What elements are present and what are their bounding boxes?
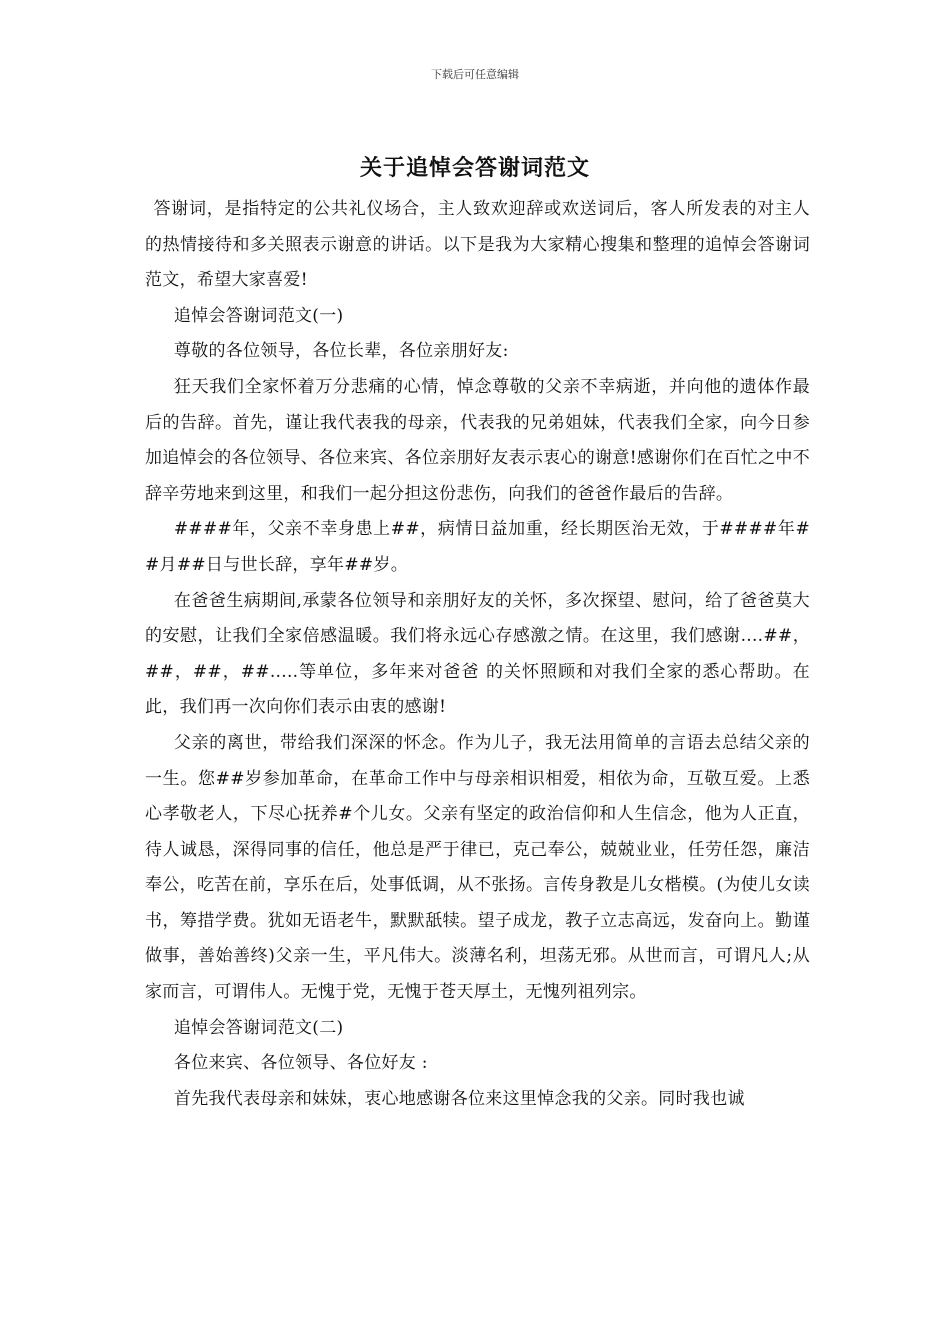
paragraph-4: 父亲的离世，带给我们深深的怀念。作为儿子，我无法用简单的言语去总结父亲的一生。您##岁参加革命，在革命工作中与母亲相识相爱，相依为命，互敬互爱。上悉心孝敬老人，下尽心抚养#个儿女。父亲有坚定的政治信仰和人生信念，他为人正直，待人诚恳，深得同事的信任，他总是严于律已，克己奉公，兢兢业业，任劳任怨，廉洁奉公，吃苦在前，享乐在后，处事低调，从不张扬。言传身教是儿女楷模。(为使儿女读书，筹措学费。犹如无语老牛，默默舐犊。望子成龙，教子立志高远，发奋向上。勤谨做事，善始善终)父亲一生，平凡伟大。淡薄名利，坦荡无邪。从世而言，可谓凡人;从家而言，可谓伟人。无愧于党，无愧于苍天厚土，无愧列祖列宗。: [145, 732, 810, 1003]
page-header: 下载后可任意编辑: [431, 68, 519, 81]
paragraph-2: ####年，父亲不幸身患上##，病情日益加重，经长期医治无效，于####年##月##日与世长辞，享年##岁。: [145, 519, 810, 575]
salutation-1: 尊敬的各位领导，各位长辈，各位亲朋好友:: [173, 341, 509, 362]
paragraph-intro: 答谢词，是指特定的公共礼仪场合，主人致欢迎辞或欢送词后，客人所发表的对主人的热情接待和多关照表示谢意的讲话。以下是我为大家精心搜集和整理的追悼会答谢词范文，希望大家喜爱!: [145, 199, 810, 291]
salutation-2: 各位来宾、各位领导、各位好友 :: [173, 1053, 428, 1074]
section-heading-1: 追悼会答谢词范文(一): [173, 305, 344, 326]
paragraph-5: 首先我代表母亲和妹妹，衷心地感谢各位来这里悼念我的父亲。同时我也诚: [173, 1088, 745, 1109]
document-title: 关于追悼会答谢词范文: [359, 155, 590, 181]
section-heading-2: 追悼会答谢词范文(二): [173, 1017, 344, 1038]
paragraph-1: 狂天我们全家怀着万分悲痛的心情，悼念尊敬的父亲不幸病逝，并向他的遗体作最后的告辞。首先，谨让我代表我的母亲，代表我的兄弟姐妹，代表我们全家，向今日参加追悼会的各位领导、各位来宾、各位亲朋好友表示衷心的谢意!感谢你们在百忙之中不辞辛劳地来到这里，和我们一起分担这份悲伤，向我们的爸爸作最后的告辞。: [145, 376, 810, 504]
document-body: [145, 192, 810, 1117]
paragraph-3: 在爸爸生病期间,承蒙各位领导和亲朋好友的关怀，多次探望、慰问，给了爸爸莫大的安慰，让我们全家倍感温暖。我们将永远心存感激之情。在这里，我们感谢....##，##，##，##.....等单位，多年来对爸爸 的关怀照顾和对我们全家的悉心帮助。在此，我们再一次向你们表示由衷的感谢!: [145, 590, 810, 718]
